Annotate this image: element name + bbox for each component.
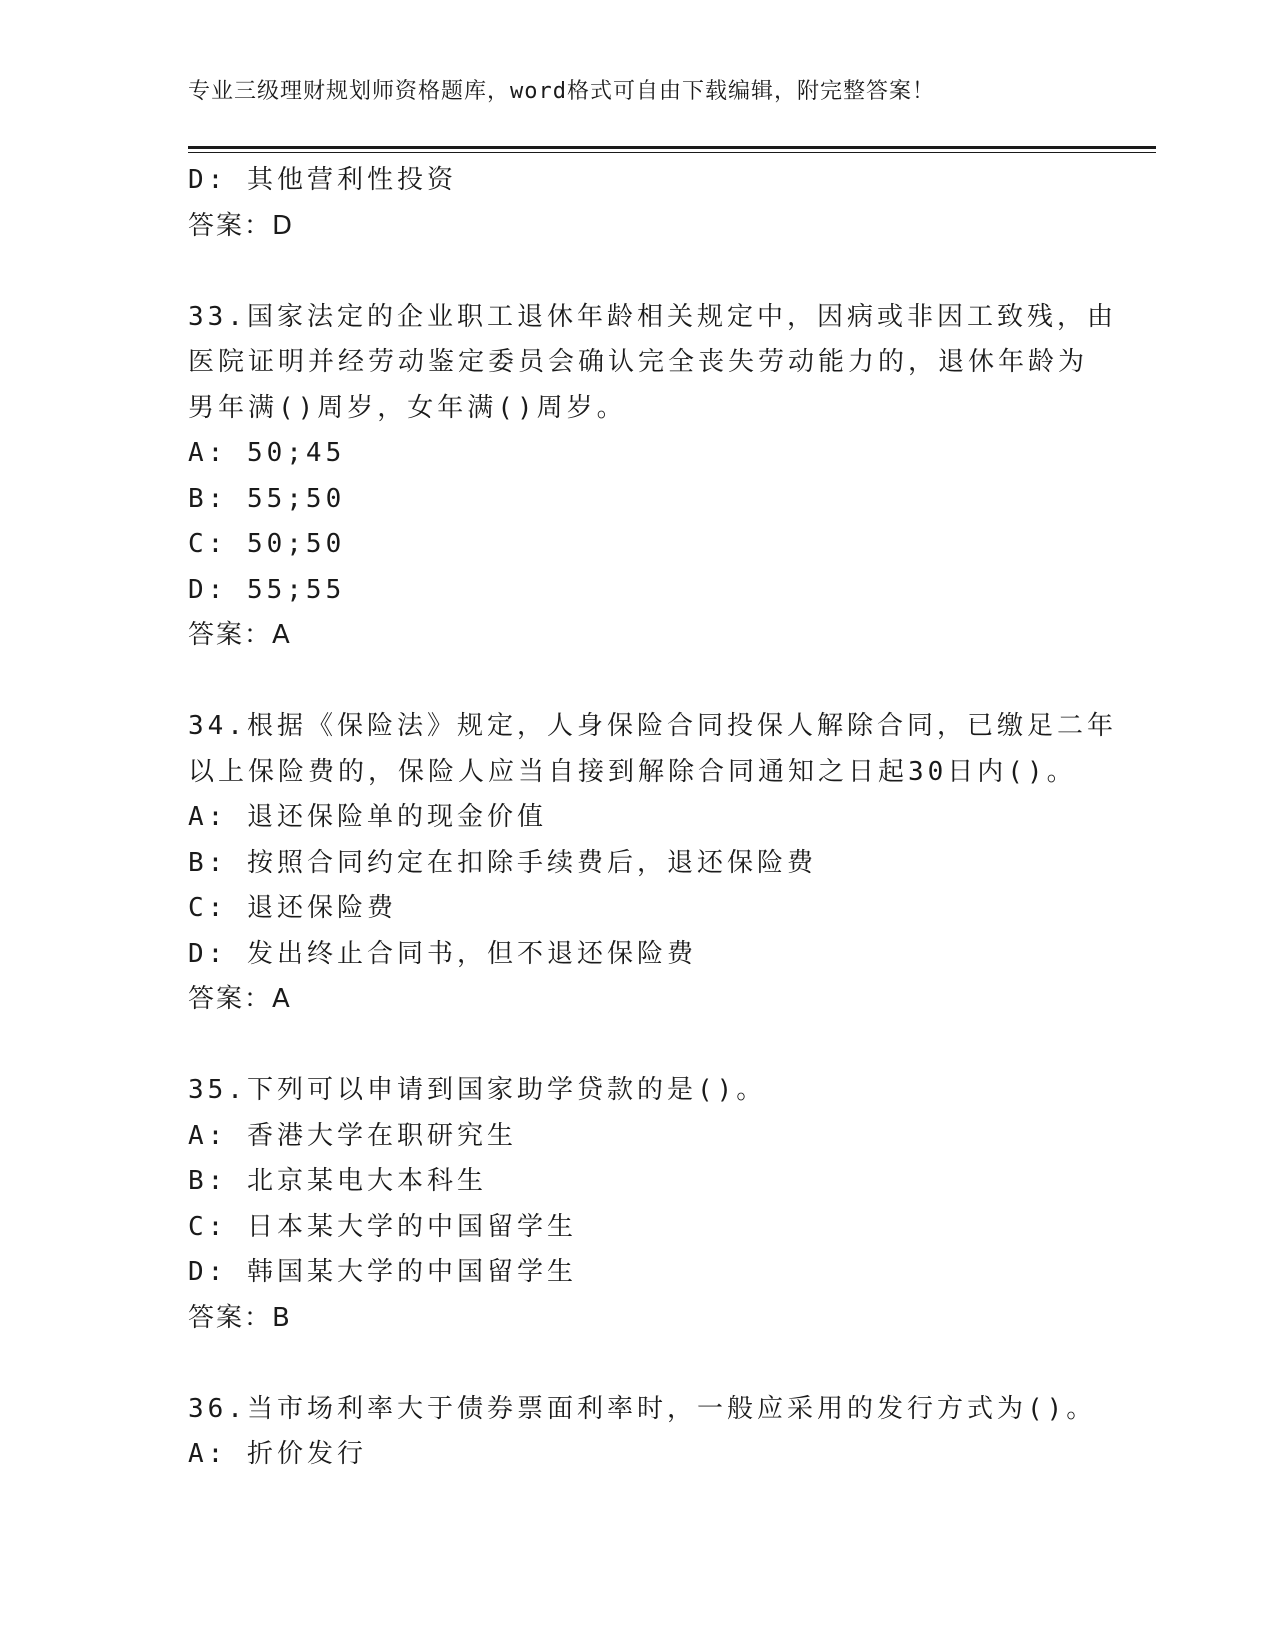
text-line: D: 其他营利性投资 xyxy=(188,165,457,195)
page-header: 专业三级理财规划师资格题库，word格式可自由下载编辑，附完整答案！ xyxy=(188,79,935,104)
block-gap xyxy=(188,659,1088,705)
text-line: D: 韩国某大学的中国留学生 xyxy=(188,1257,577,1287)
text-line: B: 55;50 xyxy=(188,483,346,514)
text-line: 35.下列可以申请到国家助学贷款的是()。 xyxy=(188,1075,767,1105)
text-line: B: 按照合同约定在扣除手续费后，退还保险费 xyxy=(188,847,817,878)
text-line: D: 55;55 xyxy=(188,574,346,605)
text-line: D: 发出终止合同书，但不退还保险费 xyxy=(188,938,697,969)
answer-line: 答案：D xyxy=(188,210,295,241)
answer-line: 答案：B xyxy=(188,1302,292,1333)
text-line: 36.当市场利率大于债券票面利率时，一般应采用的发行方式为()。 xyxy=(188,1393,1097,1424)
text-line: C: 退还保险费 xyxy=(188,893,397,923)
text-line: A: 50;45 xyxy=(188,438,346,468)
answer-line: 答案：A xyxy=(188,620,292,650)
text-line: 医院证明并经劳动鉴定委员会确认完全丧失劳动能力的，退休年龄为 xyxy=(188,347,1089,377)
text-line: A: 香港大学在职研究生 xyxy=(188,1120,517,1151)
text-line: C: 50;50 xyxy=(188,529,346,559)
text-line: 男年满()周岁，女年满()周岁。 xyxy=(188,392,627,423)
text-line: A: 折价发行 xyxy=(188,1439,367,1469)
answer-line: 答案：A xyxy=(188,984,292,1014)
header-rule-thin xyxy=(188,152,1156,153)
block-gap xyxy=(188,249,1088,295)
block-gap xyxy=(188,1023,1088,1069)
header-rule-thick xyxy=(188,146,1156,149)
question-content xyxy=(188,158,1117,1478)
text-line: B: 北京某电大本科生 xyxy=(188,1166,487,1196)
text-line: 以上保险费的，保险人应当自接到解除合同通知之日起30日内()。 xyxy=(188,756,1077,787)
text-line: A: 退还保险单的现金价值 xyxy=(188,802,547,832)
text-line: C: 日本某大学的中国留学生 xyxy=(188,1211,577,1242)
text-line: 33.国家法定的企业职工退休年龄相关规定中，因病或非因工致残，由 xyxy=(188,301,1117,332)
block-gap xyxy=(188,1341,1088,1387)
text-line: 34.根据《保险法》规定，人身保险合同投保人解除合同，已缴足二年 xyxy=(188,711,1117,741)
